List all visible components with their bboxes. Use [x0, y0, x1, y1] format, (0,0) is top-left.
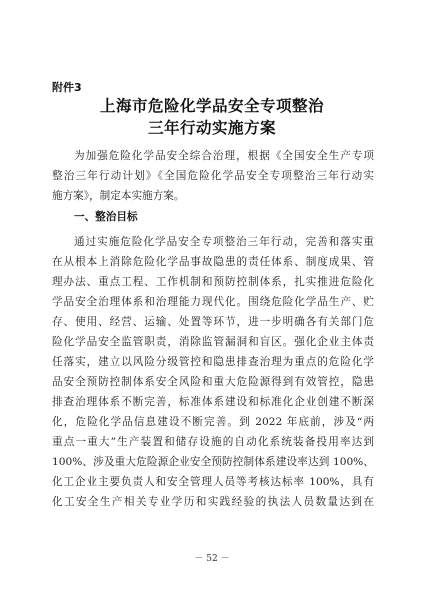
- body-line: 理办法、重点工程、工作机制和预防控制体系，扎实推进危险化: [52, 276, 374, 288]
- body-line: 100%、涉及重大危险源企业安全预防控制体系建设率达到 100%、: [52, 456, 374, 468]
- body-line: 化工安全生产相关专业学历和实践经验的执法人员数量达到在: [52, 496, 374, 508]
- body-line: 险化学品安全监管职责，消除监管漏洞和盲区。强化企业主体责: [52, 336, 374, 348]
- body-line: 在从根本上消除危险化学品事故隐患的责任体系、制度成果、管: [52, 256, 374, 268]
- attachment-label: 附件3: [52, 81, 82, 94]
- body-line: 品安全预防控制体系安全风险和重大危险源得到有效管控，隐患: [52, 376, 374, 388]
- body-line: 重点一重大”生产装置和储存设施的自动化系统装备投用率达到: [52, 436, 374, 448]
- page-number: － 52 －: [194, 554, 230, 564]
- intro-line: 施方案》，制定本实施方案。: [52, 190, 185, 202]
- section-heading: 一、整治目标: [74, 211, 138, 223]
- body-line: 任落实，建立以风险分级管控和隐患排查治理为重点的危险化学: [52, 356, 374, 368]
- document-title-line-1: 上海市危险化学品安全专项整治: [99, 96, 324, 115]
- intro-line: 整治三年行动计划》《全国危险化学品安全专项整治三年行动实: [52, 170, 374, 182]
- document-title-line-2: 三年行动实施方案: [147, 118, 276, 137]
- body-line: 化，危险化学品信息建设不断完善。到 2022 年底前，涉及“两: [52, 416, 374, 428]
- body-line: 通过实施危险化学品安全专项整治三年行动，完善和落实重: [74, 236, 374, 248]
- body-line: 学品安全治理体系和治理能力现代化。围绕危险化学品生产、贮: [52, 296, 374, 308]
- intro-line: 为加强危险化学品安全综合治理，根据《全国安全生产专项: [74, 150, 374, 162]
- body-line: 存、使用、经营、运输、处置等环节，进一步明确各有关部门危: [52, 316, 374, 328]
- body-line: 排查治理体系不断完善，标准体系建设和标准化企业创建不断深: [52, 396, 374, 408]
- body-line: 化工企业主要负责人和安全管理人员等考核达标率 100%，具有: [52, 476, 374, 488]
